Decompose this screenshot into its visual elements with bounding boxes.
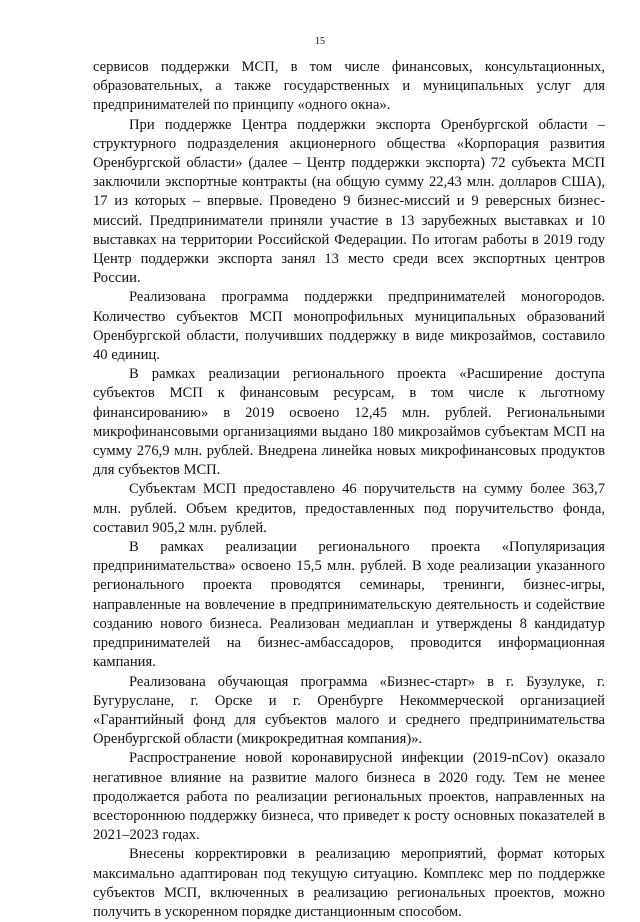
paragraph: В рамках реализации регионального проекта «Популяризация предпринимательства» освоено 15,5 млн. рублей. В ходе реализации указанного регионального проекта проводятся семинары, тренинги, бизнес-игры, направленные на вовлечение в предпринимательскую деятельность и содействие созданию нового бизнеса. Реализован медиаплан и утверждены 8 кандидатур предпринимателей на бизнес-амбассадоров, проводится информационная кампания. <box>93 539 605 671</box>
paragraph: В рамках реализации регионального проекта «Расширение доступа субъектов МСП к финансовым ресурсам, в том числе к льготному финансированию» в 2019 освоено 12,45 млн. рублей. Региональными микрофинансовыми организациями выдано 180 микрозаймов субъектам МСП на сумму 276,9 млн. рублей. Внедрена линейка новых микрофинансовых продуктов для субъектов МСП. <box>93 366 605 479</box>
paragraph: Реализована программа поддержки предпринимателей моногородов. Количество субъектов МСП монопрофильных муниципальных образований Оренбургской области, получивших поддержку в виде микрозаймов, составило 40 единиц. <box>93 289 605 364</box>
paragraph: Распространение новой коронавирусной инфекции (2019-nCov) оказало негативное влияние на развитие малого бизнеса в 2020 году. Тем не менее продолжается работа по реализации региональных проектов, направленных на всестороннюю поддержку бизнеса, что приведет к росту основных показателей в 2021–2023 годах. <box>93 750 605 844</box>
paragraph: Реализована обучающая программа «Бизнес-старт» в г. Бузулуке, г. Бугуруслане, г. Орске и г. Оренбурге Некоммерческой организацией «Гарантийный фонд для субъектов малого и среднего предпринимательства Оренбургской области (микрокредитная компания)». <box>93 673 605 748</box>
paragraph: сервисов поддержки МСП, в том числе финансовых, консультационных, образовательных, а также государственных и муниципальных услуг для предпринимателей по принципу «одного окна». <box>93 59 605 114</box>
document-body <box>93 58 605 922</box>
paragraph: При поддержке Центра поддержки экспорта Оренбургской области – структурного подразделения акционерного общества «Корпорация развития Оренбургской области» (далее – Центр поддержки экспорта) 72 субъекта МСП заключили экспортные контракты (на общую сумму 22,43 млн. долларов США), 17 из которых – впервые. Проведено 9 бизнес-миссий и 9 реверсных бизнес-миссий. Предприниматели приняли участие в 13 зарубежных выставках и 10 выставках на территории Российской Федерации. По итогам работы в 2019 году Центр поддержки экспорта занял 13 место среди всех экспортных центров России. <box>93 116 605 287</box>
paragraph: Внесены корректировки в реализацию мероприятий, формат которых максимально адаптирован под текущую ситуацию. Комплекс мер по поддержке субъектов МСП, включенных в реализацию региональных проектов, можно получить в ускоренном порядке дистанционным способом. <box>93 846 605 920</box>
page-number: 15 <box>315 36 325 47</box>
paragraph: Субъектам МСП предоставлено 46 поручительств на сумму более 363,7 млн. рублей. Объем кредитов, предоставленных под поручительство фонда, составил 905,2 млн. рублей. <box>93 481 605 536</box>
